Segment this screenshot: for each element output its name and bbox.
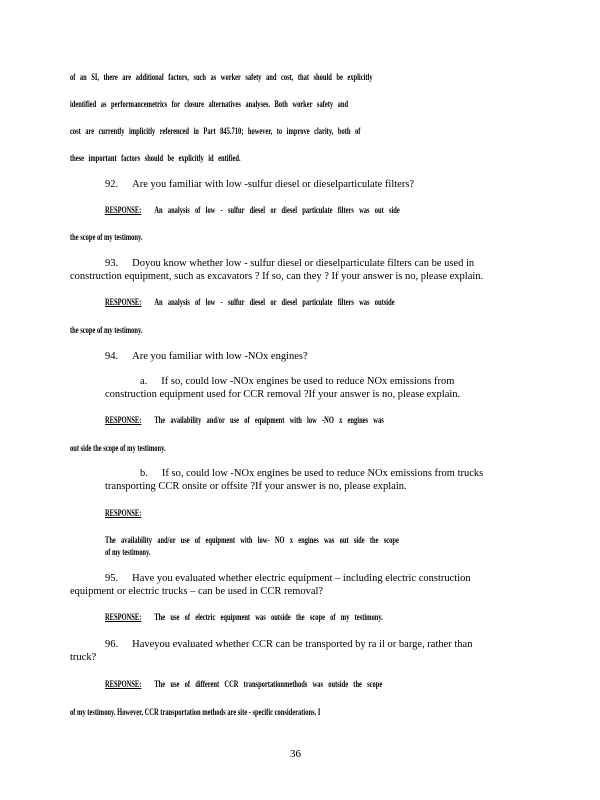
question-number: 92. xyxy=(105,179,119,190)
subquestion-label: a. xyxy=(140,376,148,387)
question-94 xyxy=(105,350,308,363)
subquestion-label: b. xyxy=(140,468,148,479)
response-94a-line-1: RESPONSE: The availability and/or use of equipment with low -NO x engines was xyxy=(105,415,384,425)
question-number: 93. xyxy=(105,258,119,269)
question-text: Are you familiar with low -NOx engines? xyxy=(132,351,308,362)
question-text: Are you familiar with low -sulfur diesel or dieselparticulate filters? xyxy=(132,179,415,190)
response-label: RESPONSE: xyxy=(105,612,142,622)
intro-line-1: of an SI, there are additional factors, such as worker safety and cost, that should be explicitly xyxy=(70,72,373,82)
response-92-line-2: the scope of my testimony. xyxy=(70,232,143,242)
question-93-line-2: construction equipment, such as excavators ? If so, can they ? If your answer is no, please explain. xyxy=(70,271,484,282)
question-94a-line-1: a. If so, could low -NOx engines be used to reduce NOx emissions from xyxy=(140,376,455,387)
question-92 xyxy=(105,178,414,191)
question-93-line-1 xyxy=(105,257,474,270)
question-94a-line-2: construction equipment used for CCR removal ?If your answer is no, please explain. xyxy=(105,389,461,400)
response-96-line-1: RESPONSE: The use of different CCR transportationmethods was outside the scope xyxy=(105,679,383,689)
question-95-line-1 xyxy=(105,572,471,585)
intro-line-4: these important factors should be explicitly id entified. xyxy=(70,153,241,163)
response-label: RESPONSE: xyxy=(105,679,142,689)
question-94b-line-2: transporting CCR onsite or offsite ?If your answer is no, please explain. xyxy=(105,481,407,492)
response-94a-line-2: out side the scope of my testimony. xyxy=(70,443,166,453)
question-text: Doyou know whether low - sulfur diesel or dieselparticulate filters can be used in xyxy=(132,258,475,269)
response-94b-line-2: of my testimony. xyxy=(105,547,151,557)
question-number: 95. xyxy=(105,573,119,584)
response-92-line-1: RESPONSE: An analysis of low - sulfur diesel or diesel particulate filters was out side xyxy=(105,205,400,215)
question-text: Haveyou evaluated whether CCR can be transported by ra il or barge, rather than xyxy=(132,639,473,650)
response-94b-line-1: The availability and/or use of equipment with low- NO x engines was out side the scope xyxy=(105,535,399,545)
response-96-line-2: of my testimony. However, CCR transportation methods are site - specific considerations. I xyxy=(70,707,321,717)
response-93-line-2: the scope of my testimony. xyxy=(70,325,143,335)
response-93-line-1: RESPONSE: An analysis of low - sulfur diesel or diesel particulate filters was outside xyxy=(105,297,395,307)
response-label: RESPONSE: xyxy=(105,508,142,518)
page-number: 36 xyxy=(290,748,301,760)
question-number: 94. xyxy=(105,351,119,362)
response-94b-label xyxy=(105,508,154,519)
response-label: RESPONSE: xyxy=(105,415,142,425)
question-96-line-1 xyxy=(105,638,472,651)
response-label: RESPONSE: xyxy=(105,297,142,307)
response-95: RESPONSE: The use of electric equipment was outside the scope of my testimony. xyxy=(105,612,383,622)
intro-line-2: identified as performancemetrics for closure alternatives analyses. Both worker safety and xyxy=(70,99,349,109)
question-96-line-2: truck? xyxy=(70,652,97,663)
intro-line-3: cost are currently implicitly referenced in Part 845.710; however, to improve clarity, both of xyxy=(70,126,361,136)
question-number: 96. xyxy=(105,639,119,650)
question-text: Have you evaluated whether electric equipment – including electric construction xyxy=(132,573,471,584)
question-95-line-2: equipment or electric trucks – can be used in CCR removal? xyxy=(70,586,324,597)
response-label: RESPONSE: xyxy=(105,205,142,215)
question-94b-line-1: b. If so, could low -NOx engines be used to reduce NOx emissions from trucks xyxy=(140,468,484,479)
